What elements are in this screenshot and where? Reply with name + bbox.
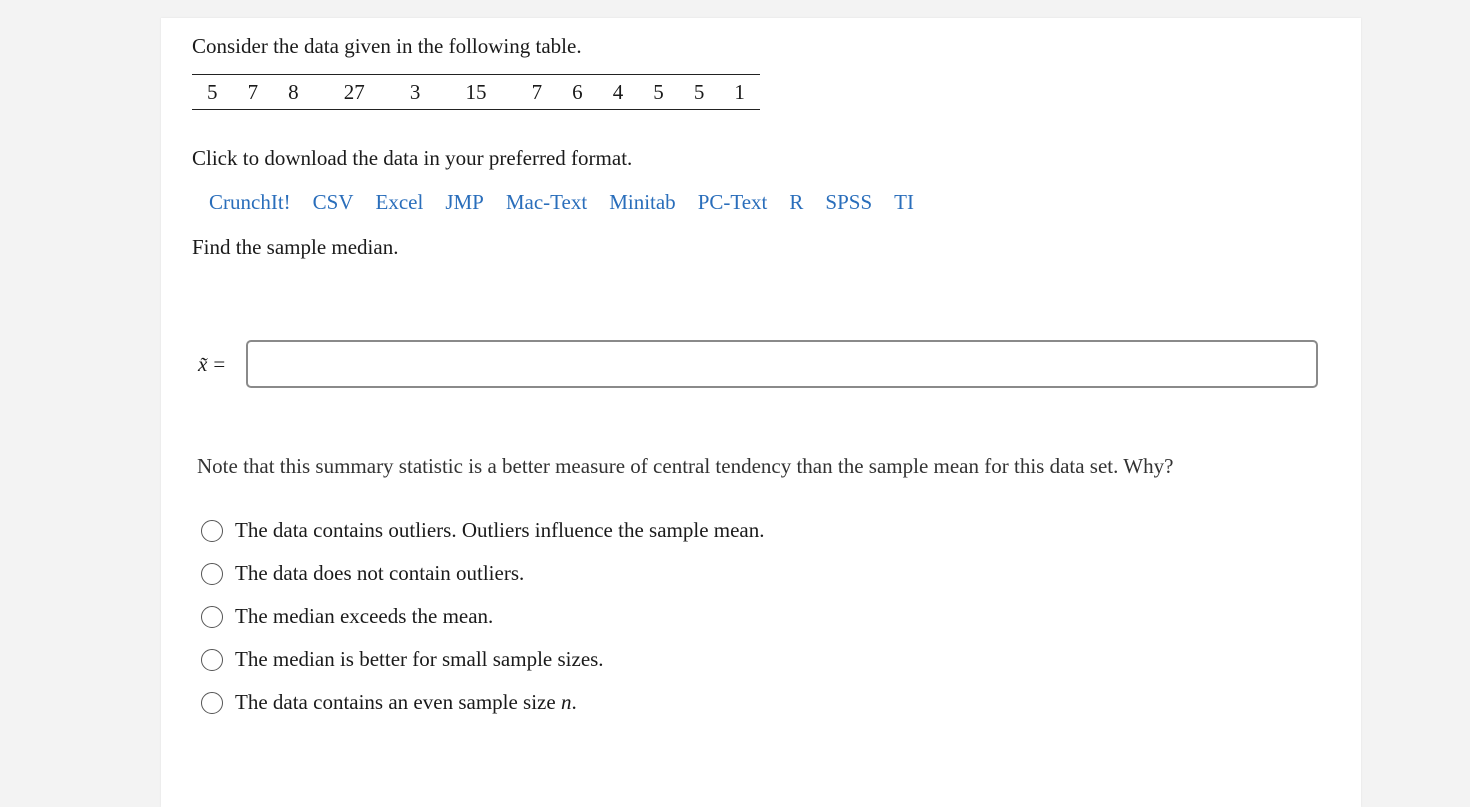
radio-button[interactable] [201, 520, 223, 542]
data-cell: 6 [572, 80, 583, 104]
data-table [192, 74, 760, 110]
radio-button[interactable] [201, 649, 223, 671]
data-cell: 7 [247, 80, 259, 104]
option-label-variable: n [560, 690, 572, 714]
data-cell: 4 [612, 80, 624, 104]
option-label: The data contains outliers. Outliers influence the sample mean. [235, 518, 765, 542]
download-r-link[interactable]: R [789, 190, 804, 214]
data-cell: 1 [734, 80, 745, 104]
question-text: Find the sample median. [192, 235, 399, 259]
option-outliers[interactable] [201, 509, 765, 552]
download-excel-link[interactable]: Excel [375, 190, 424, 214]
radio-button[interactable] [201, 563, 223, 585]
download-spss-link[interactable]: SPSS [825, 190, 873, 214]
option-median-exceeds-mean[interactable] [201, 595, 765, 638]
data-cell: 15 [465, 80, 487, 104]
data-row [192, 75, 760, 110]
option-label: The data does not contain outliers. [235, 561, 525, 585]
data-cell: 5 [207, 80, 218, 104]
download-pc-text-link[interactable]: PC-Text [697, 190, 768, 214]
download-prompt: Click to download the data in your preferred format. [192, 146, 633, 170]
download-mac-text-link[interactable]: Mac-Text [505, 190, 588, 214]
download-ti-link[interactable]: TI [894, 190, 914, 214]
data-cell: 27 [343, 80, 365, 104]
option-small-sample[interactable] [201, 638, 765, 681]
answer-options [201, 509, 765, 724]
intro-text: Consider the data given in the following table. [192, 34, 582, 58]
option-label-suffix: . [571, 690, 577, 714]
option-label: The median exceeds the mean. [235, 604, 494, 628]
median-symbol: x̃ [198, 351, 208, 376]
download-formats [209, 190, 936, 215]
option-label: The median is better for small sample sizes. [235, 647, 604, 671]
data-cell: 7 [531, 80, 543, 104]
median-label [198, 352, 246, 377]
option-label-text: The data contains an even sample size [235, 690, 561, 714]
download-minitab-link[interactable]: Minitab [609, 190, 676, 214]
radio-button[interactable] [201, 606, 223, 628]
radio-button[interactable] [201, 692, 223, 714]
data-cell: 8 [288, 80, 299, 104]
data-cell: 5 [653, 80, 664, 104]
option-no-outliers[interactable] [201, 552, 765, 595]
note-text: Note that this summary statistic is a better measure of central tendency than the sample mean for this data set. Why? [197, 454, 1174, 478]
download-csv-link[interactable]: CSV [312, 190, 354, 214]
download-crunchit-link[interactable]: CrunchIt! [209, 190, 291, 214]
median-answer-input[interactable] [246, 340, 1318, 388]
equals-sign: = [213, 351, 226, 376]
download-jmp-link[interactable]: JMP [445, 190, 484, 214]
data-cell: 5 [693, 80, 705, 104]
answer-row [198, 340, 1318, 388]
data-cell: 3 [409, 80, 421, 104]
option-label [235, 690, 577, 715]
question-card [161, 18, 1361, 807]
option-even-sample-size[interactable] [201, 681, 765, 724]
